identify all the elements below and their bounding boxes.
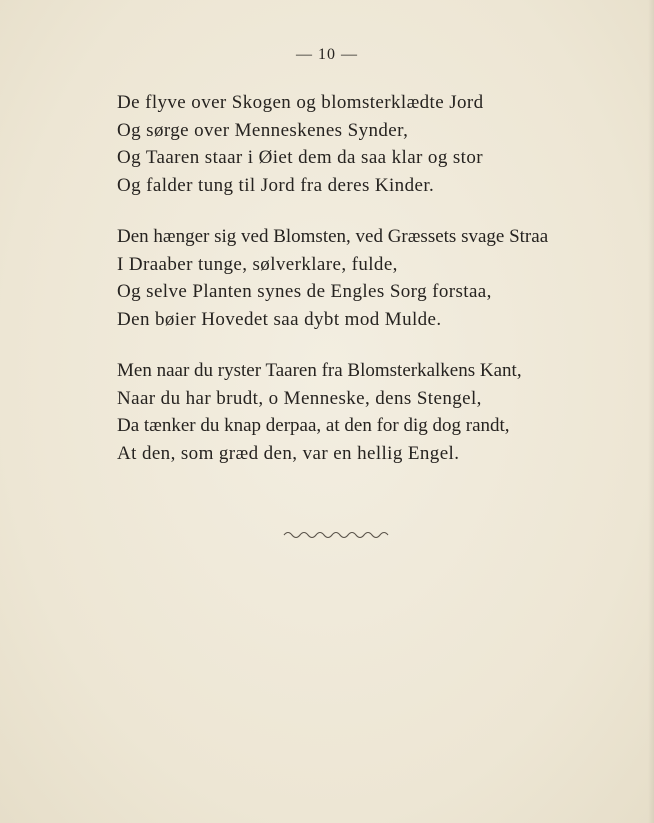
- poem-line: Og falder tung til Jord fra deres Kinder.: [117, 174, 435, 196]
- wavy-ornament-icon: [282, 528, 390, 542]
- stanza-1: [117, 89, 577, 199]
- poem-line: Og Taaren staar i Øiet dem da saa klar og stor: [117, 147, 483, 168]
- poem-line: Da tænker du knap derpaa, at den for dig dog randt,: [117, 415, 510, 436]
- poem-line: Og selve Planten synes de Engles Sorg forstaa,: [117, 281, 492, 302]
- poem-line: Men naar du ryster Taaren fra Blomsterkalkens Kant,: [117, 360, 522, 381]
- stanza-2: [117, 223, 577, 333]
- poem-line: Og sørge over Menneskenes Synder,: [117, 119, 409, 141]
- poem-line: Den bøier Hovedet saa dybt mod Mulde.: [117, 308, 442, 330]
- page-edge-shadow: [648, 0, 654, 823]
- poem-line: I Draaber tunge, sølverklare, fulde,: [117, 253, 398, 275]
- poem-line: At den, som græd den, var en hellig Engel.: [117, 442, 460, 464]
- poem-line: Den hænger sig ved Blomsten, ved Græssets svage Straa: [117, 226, 549, 247]
- stanza-3: [117, 357, 577, 467]
- page-number: — 10 —: [296, 46, 358, 63]
- poem: [117, 89, 577, 467]
- poem-line: De flyve over Skogen og blomsterklædte Jord: [117, 92, 484, 113]
- poem-line: Naar du har brudt, o Menneske, dens Stengel,: [117, 387, 482, 409]
